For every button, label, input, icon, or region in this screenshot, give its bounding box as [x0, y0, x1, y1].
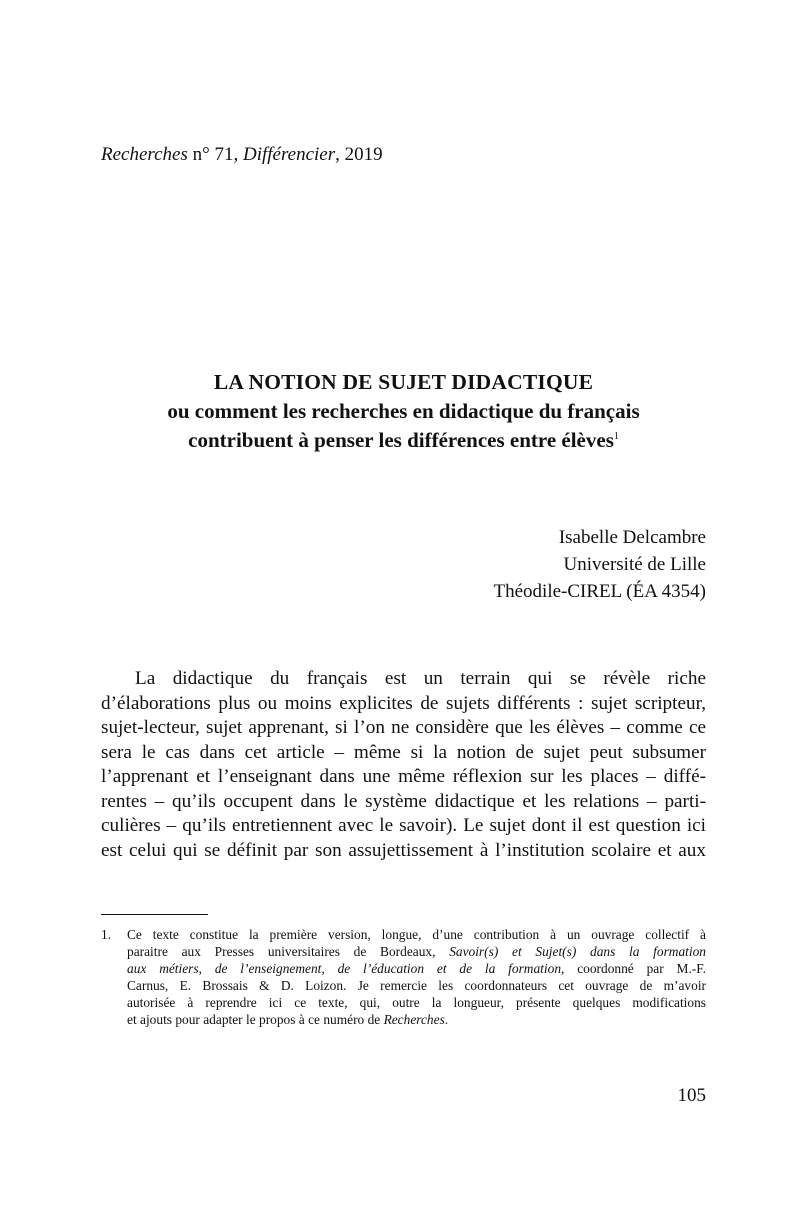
article-title — [101, 368, 706, 455]
footnote-reference[interactable]: 1 — [613, 431, 619, 442]
footnote-book-title: aux métiers, de l’enseignement, de l’éducation et de la formation — [127, 961, 562, 976]
footnote-line — [127, 1011, 706, 1028]
footnote-number: 1. — [101, 927, 112, 942]
footnote-line — [127, 943, 706, 960]
journal-name: Recherches — [101, 144, 188, 165]
footnote-text-segment: , coordonné par M.-F. — [561, 961, 706, 976]
footnote-divider — [101, 914, 208, 915]
body-line: rentes – qu’ils occupent dans le système didactique et les relations – parti- — [101, 790, 706, 812]
page-number: 105 — [677, 1085, 706, 1106]
footnote-line: Ce texte constitue la première version, longue, d’une contribution à un ouvrage collectif à — [127, 927, 706, 942]
issue-number: n° 71, — [187, 144, 243, 165]
title-subtitle-line-1: ou comment les recherches en didactique du français — [167, 399, 640, 423]
footnote-line — [127, 960, 706, 977]
issue-year: , 2019 — [335, 144, 383, 165]
footnote-text-segment: . — [444, 1012, 449, 1027]
body-line: sera le cas dans cet article – même si la notion de sujet peut subsumer — [101, 741, 706, 763]
body-line: l’apprenant et l’enseignant dans une même réflexion sur les places – diffé- — [101, 766, 706, 787]
author-affiliation: Université de Lille — [563, 554, 706, 575]
footnote-line: Carnus, E. Brossais & D. Loizon. Je remercie les coordonnateurs cet ouvrage de m’avoir — [127, 978, 706, 993]
body-line: culières – qu’ils entretiennent avec le savoir). Le sujet dont il est question ici — [101, 815, 706, 836]
footnote-text-segment: et ajouts pour adapter le propos à ce numéro de — [127, 1012, 384, 1027]
body-line: La didactique du français est un terrain qui se révèle riche — [135, 668, 706, 689]
body-line: d’élaborations plus ou moins explicites de sujets différents : sujet scripteur, — [101, 692, 706, 714]
author-name: Isabelle Delcambre — [558, 527, 706, 548]
footnote-text — [127, 926, 706, 1028]
author-block — [494, 524, 706, 605]
title-main: LA NOTION DE SUJET DIDACTIQUE — [213, 370, 594, 394]
footnote-journal-name: Recherches — [383, 1012, 445, 1027]
footnote-line: autorisée à reprendre ici ce texte, qui, outre la longueur, présente quelques modifications — [127, 995, 706, 1010]
issue-theme: Différencier — [242, 144, 336, 165]
body-paragraph — [101, 667, 706, 863]
body-line: est celui qui se définit par son assujettissement à l’institution scolaire et aux — [101, 839, 706, 861]
footnote-book-title: Savoir(s) et Sujet(s) dans la formation — [449, 944, 707, 959]
footnote-text-segment: paraitre aux Presses universitaires de Bordeaux, — [127, 944, 450, 959]
author-lab: Théodile-CIREL (ÉA 4354) — [493, 581, 706, 602]
title-subtitle-text: contribuent à penser les différences entre élèves — [188, 428, 614, 452]
body-line: sujet-lecteur, sujet apprenant, si l’on ne considère que les élèves – comme ce — [101, 717, 706, 738]
running-header — [101, 144, 383, 166]
footnote — [101, 926, 706, 1028]
title-subtitle-line-2 — [101, 426, 706, 455]
